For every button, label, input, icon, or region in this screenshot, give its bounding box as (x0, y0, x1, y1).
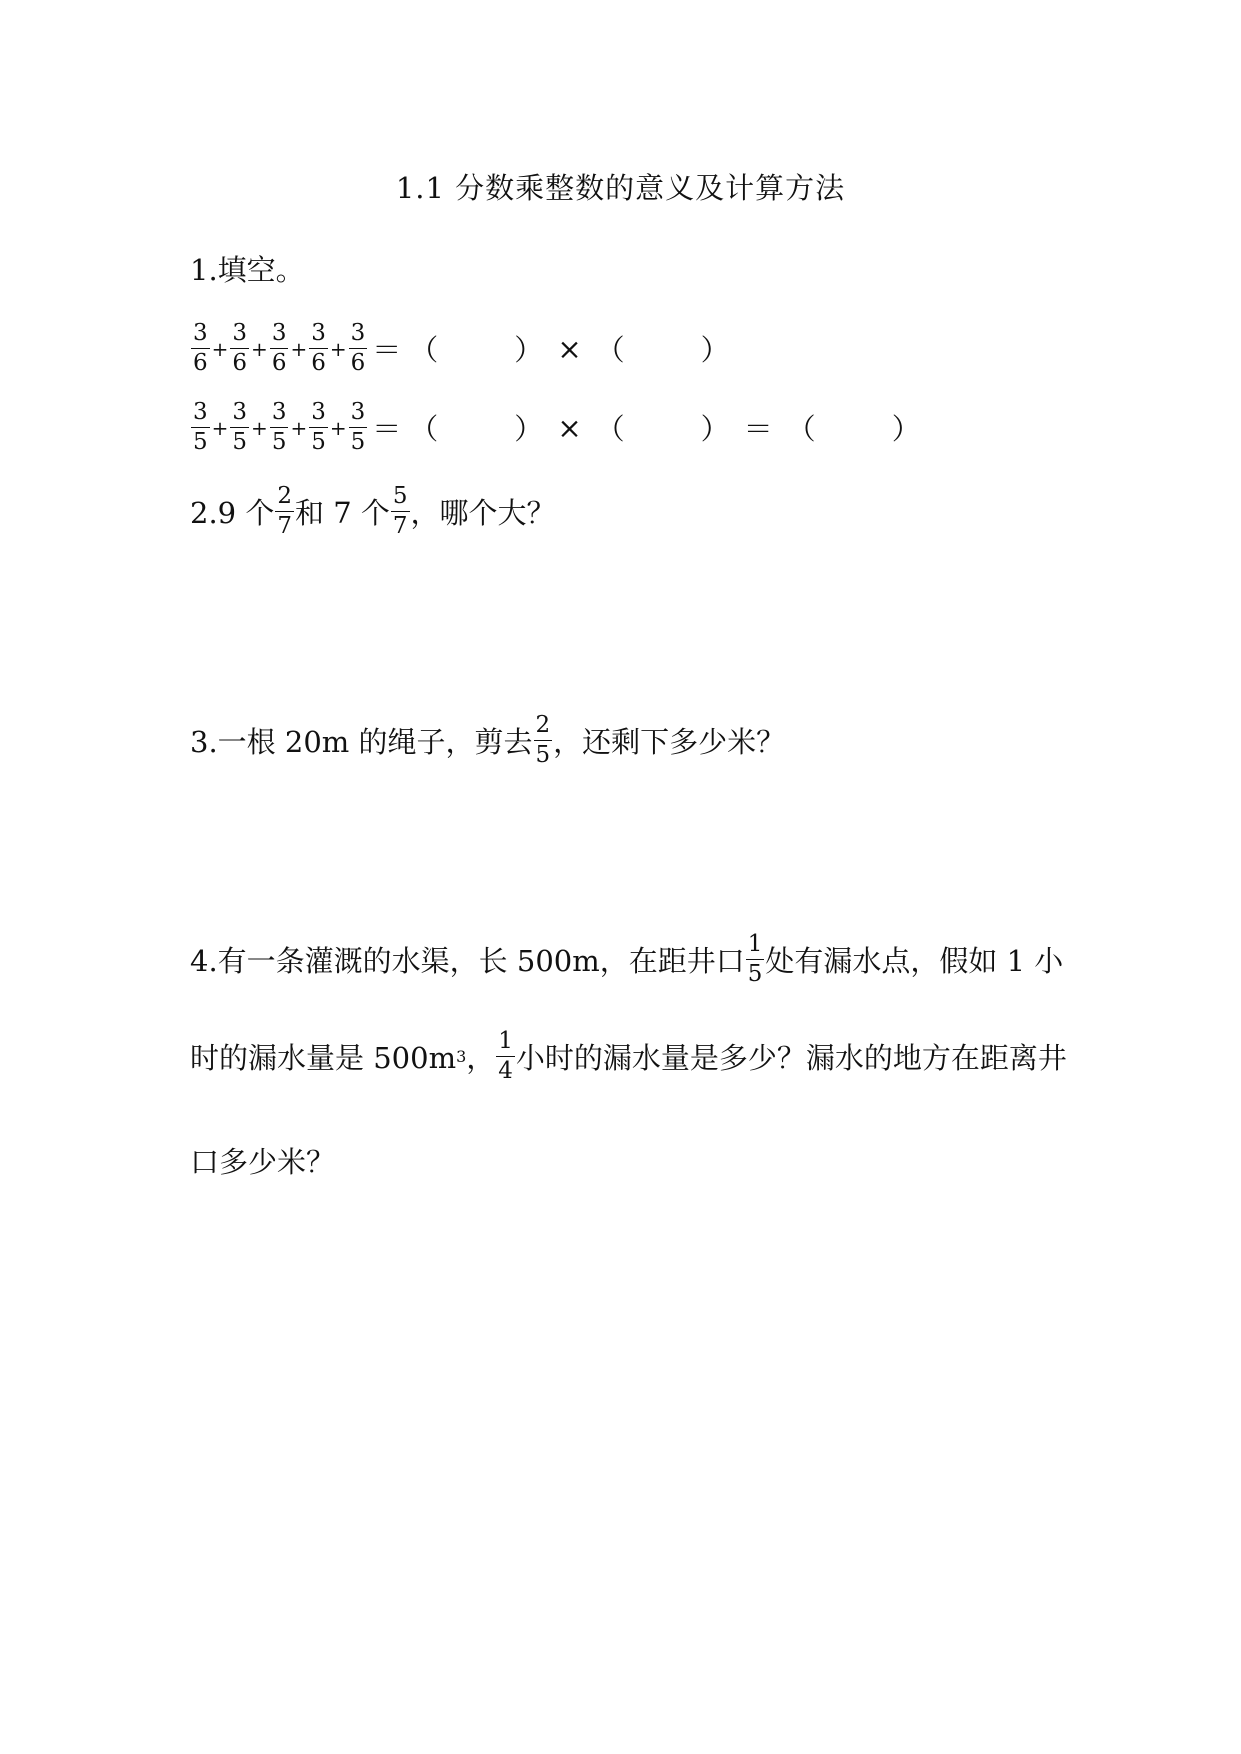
fraction: $\frac{2}{5}$ (535, 712, 551, 768)
fraction: $\frac{3}{6}$ (311, 320, 326, 376)
fraction: $\frac{1}{5}$ (747, 931, 763, 987)
fraction: $\frac{3}{6}$ (193, 320, 208, 376)
fraction: $\frac{3}{5}$ (232, 399, 248, 455)
q3-line: 3.一根 20m 的绳子，剪去 $\frac{2}{5}$ ，还剩下多少米？ (190, 712, 786, 768)
fraction: $\frac{5}{7}$ (392, 483, 408, 539)
q4-line1: 4.有一条灌溉的水渠，长 500m，在距井口 $\frac{1}{5}$ 处有漏水点，假如 1 小 (190, 931, 1064, 987)
fraction: $\frac{1}{4}$ (498, 1028, 513, 1084)
fraction: $\frac{3}{6}$ (350, 320, 366, 376)
answer-blank[interactable]: （ ） (595, 333, 730, 367)
q1-row1: $\frac{3}{6}$ + $\frac{3}{6}$ + $\frac{3}{6}$ + $\frac{3}{6}$ + $\frac{3}{6}$ ＝ （ ） × （ ） (193, 320, 730, 376)
fraction: $\frac{3}{5}$ (350, 399, 366, 455)
q1-label: 1.填空。 (190, 253, 305, 287)
q4-line2: 时的漏水量是 500m 3 ， $\frac{1}{4}$ 小时的漏水量是多少？漏水的地方在距离井 (190, 1028, 1067, 1084)
fraction: $\frac{3}{6}$ (232, 320, 248, 376)
fraction: $\frac{3}{5}$ (193, 399, 208, 455)
fraction: $\frac{3}{6}$ (271, 320, 287, 376)
page-title: 1.1 分数乘整数的意义及计算方法 (395, 171, 846, 205)
q2-line: 2.9 个 $\frac{2}{7}$ 和 7 个 $\frac{5}{7}$ ，哪个大？ (190, 483, 556, 539)
answer-blank[interactable]: （ ） (409, 333, 544, 367)
q1-row2: $\frac{3}{5}$ + $\frac{3}{5}$ + $\frac{3}{5}$ + $\frac{3}{5}$ + $\frac{3}{5}$ ＝ （ ） × （ ） ＝ （ ） (193, 399, 921, 455)
answer-blank[interactable]: （ ） (595, 412, 730, 446)
q4-line3: 口多少米？ (190, 1145, 336, 1179)
fraction: $\frac{3}{5}$ (271, 399, 287, 455)
answer-blank[interactable]: （ ） (409, 412, 544, 446)
fraction: $\frac{2}{7}$ (277, 483, 292, 539)
answer-blank[interactable]: （ ） (786, 412, 921, 446)
fraction: $\frac{3}{5}$ (311, 399, 326, 455)
